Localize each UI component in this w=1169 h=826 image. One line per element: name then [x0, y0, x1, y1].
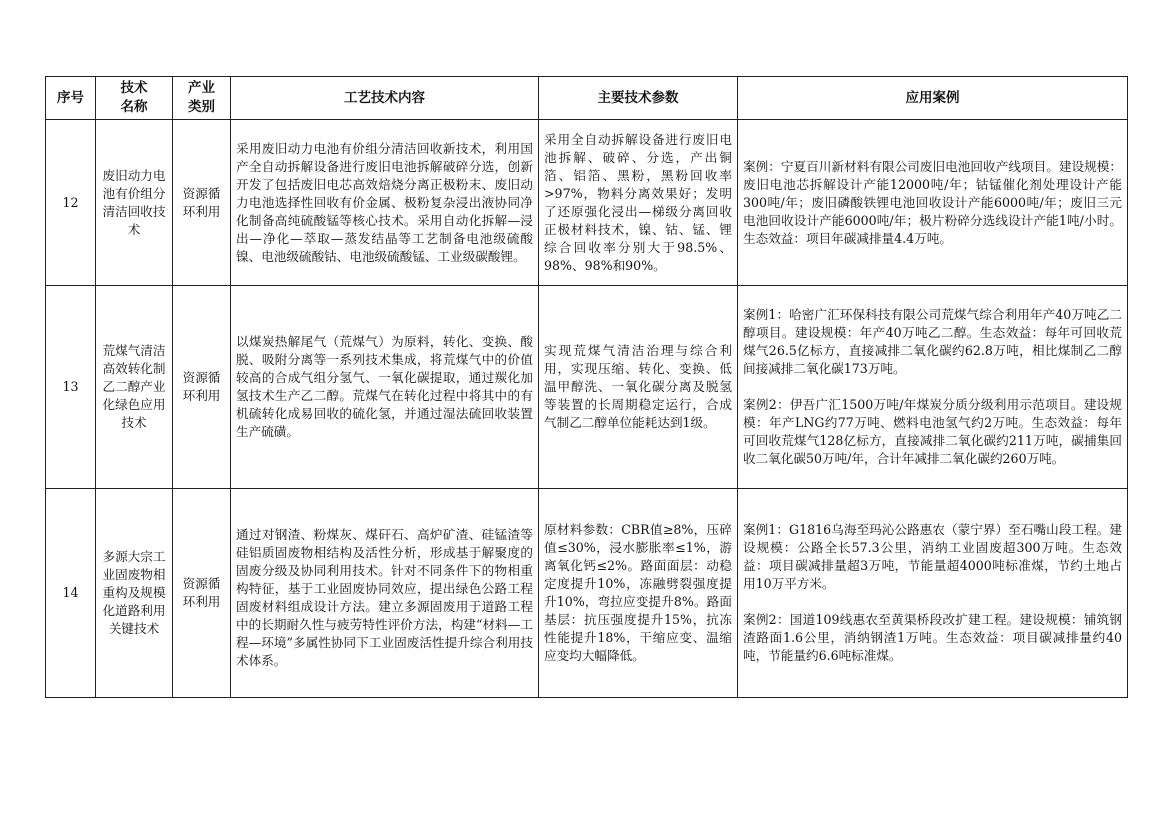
header-index: 序号 — [46, 77, 96, 120]
case-2: 案例2：伊吾广汇1500万吨/年煤炭分质分级利用示范项目。建设规模：年产LNG约77万吨、燃料电池氢气约2万吨。生态效益：每年可回收荒煤气128亿标方，直接减排二氧化碳约211万吨，碳捕集回收二氧化碳50万吨/年，合计年减排二氧化碳约260万吨。 — [743, 397, 1122, 466]
header-name — [96, 77, 173, 120]
row-index: 12 — [46, 120, 96, 286]
table-row — [46, 489, 1128, 698]
row-index: 14 — [46, 489, 96, 698]
industry-category: 资源循环利用 — [173, 489, 231, 698]
application-cases — [738, 120, 1128, 286]
tech-name: 荒煤气清洁高效转化制乙二醇产业化绿色应用技术 — [96, 286, 173, 489]
tech-name: 废旧动力电池有价组分清洁回收技术 — [96, 120, 173, 286]
tech-params: 原材料参数：CBR值≥8%，压碎值≤30%，浸水膨胀率≤1%，游离氧化钙≤2%。路面面层：动稳定度提升10%，冻融劈裂强度提升10%，弯拉应变提升8%。路面基层：抗压强度提升15%，抗冻性能提升18%，干缩应变、温缩应变均大幅降低。 — [539, 489, 738, 698]
case-1: 案例1：G1816乌海至玛沁公路惠农（蒙宁界）至石嘴山段工程。建设规模：公路全长57.3公里，消纳工业固废超300万吨。生态效益：项目碳减排量超3万吨，节能量超4000吨标准煤，节约土地占用10万平方米。 — [743, 522, 1122, 591]
header-row — [46, 77, 1128, 120]
header-category-line2: 类别 — [188, 99, 215, 115]
industry-category: 资源循环利用 — [173, 120, 231, 286]
process-content: 以煤炭热解尾气（荒煤气）为原料，转化、变换、酸脱、吸附分离等一系列技术集成，将荒煤气中的价值较高的合成气组分氢气、一氧化碳提取，通过羰化加氢技术生产乙二醇。荒煤气在转化过程中将其中的有机硫转化成易回收的硫化氢，并通过湿法硫回收装置生产硫磺。 — [231, 286, 539, 489]
application-cases — [738, 489, 1128, 698]
process-content: 通过对钢渣、粉煤灰、煤矸石、高炉矿渣、硅锰渣等硅铝质固废物相结构及活性分析，形成基于解聚度的固废分级及协同利用技术。针对不同条件下的物相重构特征，基于工业固废协同效应，提出绿色公路工程固废材料组成设计方法。建立多源固废用于道路工程中的长期耐久性与疲劳特性评价方法，构建“材料—工程—环境”多属性协同下工业固废活性提升综合利用技术体系。 — [231, 489, 539, 698]
case-1: 案例：宁夏百川新材料有限公司废旧电池回收产线项目。建设规模：废旧电池芯拆解设计产能12000吨/年；钴锰催化剂处理设计产能300吨/年；废旧磷酸铁锂电池回收设计产能6000吨/年；废旧三元电池回收设计产能6000吨/年；极片粉碎分选线设计产能1吨/小时。生态效益：项目年碳减排量4.4万吨。 — [743, 158, 1122, 246]
table-row — [46, 120, 1128, 286]
row-index: 13 — [46, 286, 96, 489]
tech-name: 多源大宗工业固废物相重构及规模化道路利用关键技术 — [96, 489, 173, 698]
header-name-line1: 技术 — [120, 80, 148, 96]
header-process: 工艺技术内容 — [231, 77, 539, 120]
header-params: 主要技术参数 — [539, 77, 738, 120]
case-spacer — [743, 378, 1122, 396]
tech-params: 采用全自动拆解设备进行废旧电池拆解、破碎、分选，产出铜箔、铝箔、黑粉，黑粉回收率>97%，物料分离效果好；发明了还原强化浸出—梯级分离回收正极材料技术，镍、钴、锰、锂综合回收率分别大于98.5%、98%、98%和90%。 — [539, 120, 738, 286]
technology-table — [45, 76, 1128, 698]
header-category — [173, 77, 231, 120]
header-category-line1: 产业 — [188, 80, 215, 96]
tech-params: 实现荒煤气清洁治理与综合利用，实现压缩、转化、变换、低温甲醇洗、一氧化碳分离及脱氢等装置的长周期稳定运行，合成气制乙二醇单位能耗达到1级。 — [539, 286, 738, 489]
header-cases: 应用案例 — [738, 77, 1128, 120]
application-cases — [738, 286, 1128, 489]
process-content: 采用废旧动力电池有价组分清洁回收新技术，利用国产全自动拆解设备进行废旧电池拆解破碎分选，创新开发了包括废旧电芯高效焙烧分离正极粉末、废旧动力电池选择性回收有价金属、极粉复杂浸出液协同净化制备高纯硫酸锰等核心技术。采用自动化拆解—浸出—净化—萃取—蒸发结晶等工艺制备电池级硫酸镍、电池级硫酸钴、电池级硫酸锰、工业级碳酸锂。 — [231, 120, 539, 286]
table-row — [46, 286, 1128, 489]
case-spacer — [743, 593, 1122, 611]
header-name-line2: 名称 — [120, 99, 148, 115]
industry-category: 资源循环利用 — [173, 286, 231, 489]
case-2: 案例2：国道109线惠农至黄渠桥段改扩建工程。建设规模：铺筑钢渣路面1.6公里，消纳钢渣1万吨。生态效益：项目碳减排量约40吨，节能量约6.6吨标准煤。 — [743, 612, 1122, 663]
case-1: 案例1：哈密广汇环保科技有限公司荒煤气综合利用年产40万吨乙二醇项目。建设规模：年产40万吨乙二醇。生态效益：每年可回收荒煤气26.5亿标方，直接减排二氧化碳约62.8万吨，相比煤制乙二醇间接减排二氧化碳173万吨。 — [743, 307, 1122, 376]
